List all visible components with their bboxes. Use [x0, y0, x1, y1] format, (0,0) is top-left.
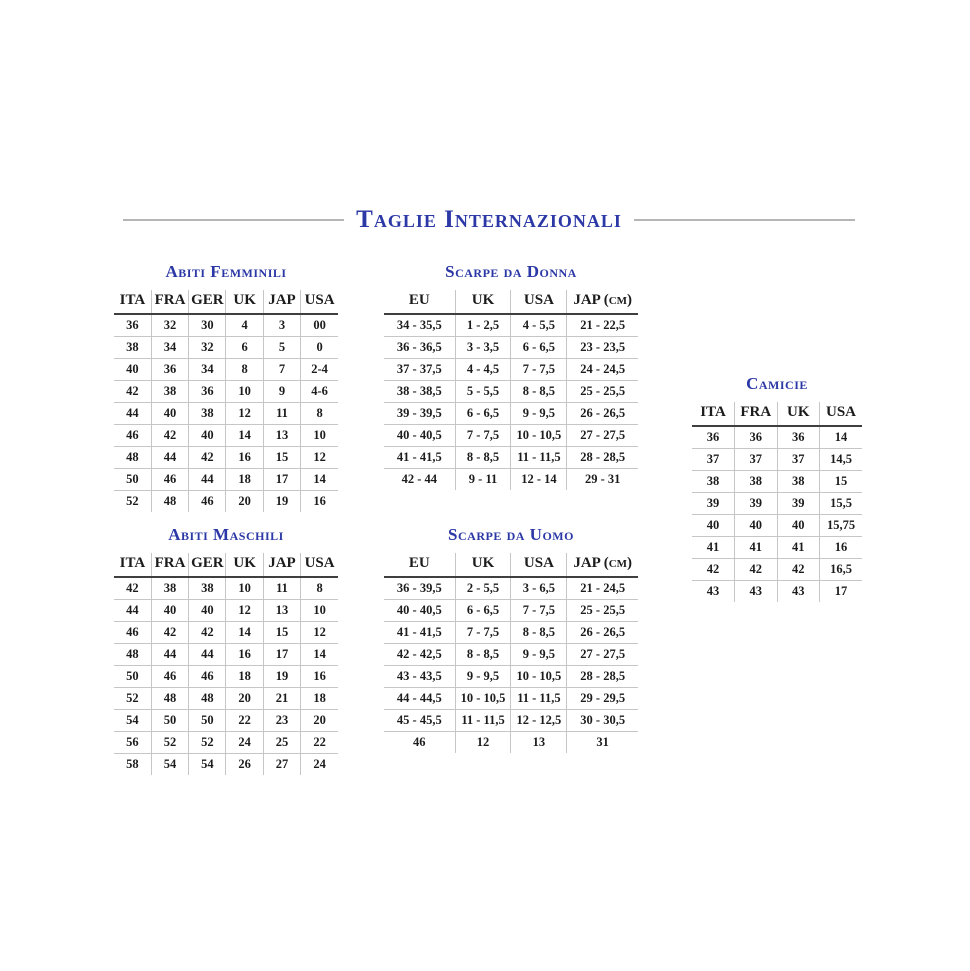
table-row [692, 493, 862, 515]
size-cell: 30 [189, 314, 226, 337]
size-cell: 48 [151, 491, 188, 513]
size-cell: 46 [384, 732, 455, 754]
size-cell: 44 [189, 644, 226, 666]
size-cell: 45 - 45,5 [384, 710, 455, 732]
size-cell: 6 - 6,5 [455, 403, 511, 425]
size-cell: 42 [151, 622, 188, 644]
size-cell: 11 - 11,5 [455, 710, 511, 732]
table-row [384, 732, 638, 754]
size-cell: 38 [151, 381, 188, 403]
table-row [114, 577, 338, 600]
size-cell: 22 [301, 732, 338, 754]
size-cell: 36 - 36,5 [384, 337, 455, 359]
size-cell: 15 [263, 447, 300, 469]
size-cell: 6 [226, 337, 263, 359]
size-cell: 36 [114, 314, 151, 337]
size-cell: 42 [114, 577, 151, 600]
size-cell: 17 [263, 469, 300, 491]
size-cell: 42 [114, 381, 151, 403]
size-cell: 9 - 9,5 [455, 666, 511, 688]
size-cell: 50 [151, 710, 188, 732]
size-cell: 12 [455, 732, 511, 754]
size-cell: 40 - 40,5 [384, 425, 455, 447]
table-row [384, 666, 638, 688]
size-cell: 16 [820, 537, 863, 559]
size-cell: 18 [226, 469, 263, 491]
size-cell: 16,5 [820, 559, 863, 581]
table-row [384, 403, 638, 425]
size-cell: 25 [263, 732, 300, 754]
size-cell: 52 [114, 491, 151, 513]
size-cell: 23 [263, 710, 300, 732]
size-cell: 00 [301, 314, 338, 337]
column-header: ITA [114, 553, 151, 577]
size-cell: 23 - 23,5 [567, 337, 638, 359]
size-cell: 12 [226, 403, 263, 425]
size-cell: 29 - 29,5 [567, 688, 638, 710]
size-cell: 42 [189, 622, 226, 644]
size-cell: 8 [301, 577, 338, 600]
size-cell: 17 [263, 644, 300, 666]
size-cell: 8 - 8,5 [455, 447, 511, 469]
size-cell: 17 [834, 584, 848, 598]
size-cell: 42 - 44 [384, 469, 455, 491]
column-header: UK [455, 553, 511, 577]
section-title: Camicie [746, 374, 808, 393]
size-cell: 7 [263, 359, 300, 381]
size-cell: 48 [151, 688, 188, 710]
size-cell: 8 [226, 359, 263, 381]
men-clothing-size-table [114, 553, 338, 775]
column-header: FRA [735, 402, 778, 426]
size-cell: 26 [226, 754, 263, 776]
size-cell: 48 [189, 688, 226, 710]
size-cell: 40 [189, 600, 226, 622]
size-cell: 14 [301, 469, 338, 491]
size-cell: 56 [114, 732, 151, 754]
size-cell: 39 [692, 493, 735, 515]
size-cell: 44 [114, 600, 151, 622]
size-cell: 39 [735, 493, 778, 515]
table-row [384, 688, 638, 710]
size-cell: 46 [189, 491, 226, 513]
size-cell: 2-4 [301, 359, 338, 381]
size-cell: 44 [189, 469, 226, 491]
size-cell: 7 - 7,5 [511, 600, 567, 622]
section-title: Scarpe da Uomo [448, 525, 574, 544]
size-cell: 21 - 22,5 [567, 314, 638, 337]
size-cell: 14 [820, 426, 863, 449]
size-cell: 7 - 7,5 [455, 622, 511, 644]
table-row [692, 449, 862, 471]
header-row [384, 290, 638, 314]
size-cell: 25 - 25,5 [567, 381, 638, 403]
size-cell: 36 [777, 426, 820, 449]
size-cell: 27 - 27,5 [567, 644, 638, 666]
size-cell: 46 [151, 469, 188, 491]
size-cell: 4 - 4,5 [455, 359, 511, 381]
size-cell: 38 [189, 403, 226, 425]
column-header: ITA [692, 402, 735, 426]
size-cell: 41 [777, 537, 820, 559]
size-cell: 20 [226, 688, 263, 710]
size-cell: 24 [226, 732, 263, 754]
section-camicie [692, 374, 862, 602]
size-cell: 38 [777, 471, 820, 493]
size-cell: 14 [226, 425, 263, 447]
size-cell: 42 - 42,5 [384, 644, 455, 666]
table-row [114, 403, 338, 425]
size-cell: 58 [114, 754, 151, 776]
size-cell: 36 [692, 426, 735, 449]
men-shoes-size-table [384, 553, 638, 753]
women-shoes-size-table [384, 290, 638, 490]
column-header: FRA [151, 553, 188, 577]
size-cell: 36 [735, 426, 778, 449]
table-row [114, 666, 338, 688]
size-cell: 19 [263, 666, 300, 688]
size-cell: 8 [301, 403, 338, 425]
header-row [384, 553, 638, 577]
size-cell: 43 [777, 581, 820, 603]
size-cell: 16 [301, 666, 338, 688]
size-cell: 0 [301, 337, 338, 359]
table-row [114, 381, 338, 403]
size-cell: 26 - 26,5 [567, 403, 638, 425]
column-header: ITA [114, 290, 151, 314]
size-cell: 31 [596, 735, 609, 749]
size-cell: 46 [114, 622, 151, 644]
size-cell: 40 [114, 359, 151, 381]
size-cell: 40 [151, 600, 188, 622]
column-header: EU [384, 553, 455, 577]
size-cell: 52 [114, 688, 151, 710]
size-cell: 38 [735, 471, 778, 493]
size-cell: 1 - 2,5 [455, 314, 511, 337]
size-cell: 34 - 35,5 [384, 314, 455, 337]
column-header: JAP (cm) [567, 553, 638, 577]
table-row [114, 425, 338, 447]
size-cell: 54 [189, 754, 226, 776]
size-cell: 13 [511, 732, 567, 754]
size-cell: 8 - 8,5 [511, 622, 567, 644]
size-cell: 43 [735, 581, 778, 603]
table-row [692, 559, 862, 581]
column-header: UK [777, 402, 820, 426]
size-cell: 15,75 [820, 515, 863, 537]
size-cell: 54 [114, 710, 151, 732]
size-cell: 38 - 38,5 [384, 381, 455, 403]
table-row [384, 425, 638, 447]
size-cell: 16 [313, 494, 326, 508]
size-cell: 32 [151, 314, 188, 337]
size-cell: 16 [226, 644, 263, 666]
size-cell: 44 - 44,5 [384, 688, 455, 710]
table-row [114, 710, 338, 732]
size-cell: 28 - 28,5 [567, 666, 638, 688]
divider-line-right [634, 219, 855, 221]
size-cell: 40 - 40,5 [384, 600, 455, 622]
divider-line-left [123, 219, 344, 221]
column-header: JAP [263, 553, 300, 577]
size-cell: 28 - 28,5 [567, 447, 638, 469]
column-header: UK [226, 553, 263, 577]
size-cell: 24 - 24,5 [567, 359, 638, 381]
table-row [114, 732, 338, 754]
size-cell: 34 [151, 337, 188, 359]
size-cell: 36 - 39,5 [384, 577, 455, 600]
size-cell: 36 [189, 381, 226, 403]
size-cell: 4 - 5,5 [511, 314, 567, 337]
size-cell: 40 [692, 515, 735, 537]
size-cell: 20 [226, 491, 263, 513]
table-row [114, 469, 338, 491]
table-row [114, 447, 338, 469]
size-cell: 3 [263, 314, 300, 337]
size-cell: 37 [692, 449, 735, 471]
size-cell: 14,5 [820, 449, 863, 471]
size-cell: 50 [114, 666, 151, 688]
table-row [384, 337, 638, 359]
size-cell: 22 [226, 710, 263, 732]
column-header: USA [511, 553, 567, 577]
column-header: EU [384, 290, 455, 314]
table-row [384, 314, 638, 337]
table-row [692, 515, 862, 537]
size-cell: 15 [263, 622, 300, 644]
section-title: Abiti Maschili [168, 525, 284, 544]
table-row [384, 359, 638, 381]
size-cell: 12 [226, 600, 263, 622]
size-cell: 52 [151, 732, 188, 754]
size-cell: 40 [735, 515, 778, 537]
size-cell: 18 [301, 688, 338, 710]
size-cell: 36 [151, 359, 188, 381]
size-cell: 4-6 [301, 381, 338, 403]
size-cell: 34 [189, 359, 226, 381]
size-cell: 4 [226, 314, 263, 337]
size-cell: 8 - 8,5 [511, 381, 567, 403]
size-cell: 9 - 9,5 [511, 644, 567, 666]
table-row [384, 577, 638, 600]
size-cell: 11 [263, 577, 300, 600]
page-title: Taglie Internazionali [356, 206, 622, 233]
size-cell: 37 [777, 449, 820, 471]
size-cell: 13 [263, 600, 300, 622]
size-cell: 6 - 6,5 [511, 337, 567, 359]
column-header: USA [511, 290, 567, 314]
size-cell: 21 [263, 688, 300, 710]
table-row [384, 469, 638, 491]
size-cell: 12 [301, 447, 338, 469]
column-header: GER [189, 553, 226, 577]
table-row [114, 600, 338, 622]
section-scarpe-da-donna [384, 262, 638, 490]
size-cell: 38 [114, 337, 151, 359]
size-cell: 11 [263, 403, 300, 425]
header-row [114, 290, 338, 314]
table-row [384, 710, 638, 732]
size-cell: 38 [189, 577, 226, 600]
size-cell: 48 [114, 447, 151, 469]
size-cell: 41 [692, 537, 735, 559]
size-cell: 40 [777, 515, 820, 537]
size-cell: 39 [777, 493, 820, 515]
table-row [114, 754, 338, 776]
size-cell: 10 [226, 577, 263, 600]
size-cell: 11 - 11,5 [511, 447, 567, 469]
table-row [114, 359, 338, 381]
table-row [384, 622, 638, 644]
size-cell: 37 [735, 449, 778, 471]
size-cell: 7 - 7,5 [511, 359, 567, 381]
size-cell: 18 [226, 666, 263, 688]
table-row [384, 447, 638, 469]
header-row [114, 553, 338, 577]
column-header: USA [301, 553, 338, 577]
size-cell: 12 - 14 [511, 469, 567, 491]
size-cell: 2 - 5,5 [455, 577, 511, 600]
table-row [384, 381, 638, 403]
size-cell: 5 [263, 337, 300, 359]
size-cell: 14 [301, 644, 338, 666]
size-cell: 12 [301, 622, 338, 644]
size-cell: 46 [151, 666, 188, 688]
size-cell: 38 [692, 471, 735, 493]
section-title: Scarpe da Donna [445, 262, 577, 281]
column-header: USA [820, 402, 863, 426]
table-row [384, 644, 638, 666]
size-cell: 41 - 41,5 [384, 622, 455, 644]
size-cell: 27 - 27,5 [567, 425, 638, 447]
column-header: UK [455, 290, 511, 314]
size-cell: 9 - 11 [455, 469, 511, 491]
size-cell: 37 - 37,5 [384, 359, 455, 381]
size-cell: 12 - 12,5 [511, 710, 567, 732]
table-row [114, 622, 338, 644]
section-title: Abiti Femminili [165, 262, 287, 281]
title-band [123, 206, 855, 234]
size-cell: 41 - 41,5 [384, 447, 455, 469]
size-cell: 20 [301, 710, 338, 732]
size-cell: 40 [189, 425, 226, 447]
size-cell: 44 [151, 447, 188, 469]
size-cell: 24 [313, 757, 326, 771]
size-cell: 8 - 8,5 [455, 644, 511, 666]
table-row [692, 537, 862, 559]
size-cell: 15,5 [820, 493, 863, 515]
size-cell: 44 [151, 644, 188, 666]
column-header: USA [301, 290, 338, 314]
column-header: GER [189, 290, 226, 314]
size-cell: 11 - 11,5 [511, 688, 567, 710]
table-row [384, 600, 638, 622]
table-row [114, 688, 338, 710]
women-clothing-size-table [114, 290, 338, 512]
size-cell: 38 [151, 577, 188, 600]
size-cell: 42 [735, 559, 778, 581]
table-row [692, 581, 862, 603]
size-cell: 3 - 6,5 [511, 577, 567, 600]
size-cell: 50 [189, 710, 226, 732]
size-cell: 42 [692, 559, 735, 581]
table-row [114, 314, 338, 337]
size-cell: 39 - 39,5 [384, 403, 455, 425]
column-header: JAP (cm) [567, 290, 638, 314]
size-cell: 19 [263, 491, 300, 513]
size-cell: 21 - 24,5 [567, 577, 638, 600]
size-cell: 50 [114, 469, 151, 491]
size-cell: 30 - 30,5 [567, 710, 638, 732]
size-cell: 44 [114, 403, 151, 425]
column-header: UK [226, 290, 263, 314]
column-header: FRA [151, 290, 188, 314]
table-row [114, 644, 338, 666]
size-cell: 43 [692, 581, 735, 603]
section-scarpe-da-uomo [384, 525, 638, 753]
size-cell: 7 - 7,5 [455, 425, 511, 447]
column-header: JAP [263, 290, 300, 314]
header-row [692, 402, 862, 426]
size-cell: 42 [151, 425, 188, 447]
size-cell: 32 [189, 337, 226, 359]
size-cell: 14 [226, 622, 263, 644]
size-cell: 48 [114, 644, 151, 666]
size-cell: 16 [226, 447, 263, 469]
shirts-size-table [692, 402, 862, 602]
size-cell: 10 - 10,5 [455, 688, 511, 710]
size-cell: 41 [735, 537, 778, 559]
size-cell: 29 - 31 [584, 472, 621, 486]
size-cell: 13 [263, 425, 300, 447]
size-cell: 43 - 43,5 [384, 666, 455, 688]
section-abiti-maschili [114, 525, 338, 775]
size-cell: 52 [189, 732, 226, 754]
size-cell: 42 [189, 447, 226, 469]
table-row [692, 471, 862, 493]
size-cell: 9 - 9,5 [511, 403, 567, 425]
section-abiti-femminili [114, 262, 338, 512]
size-cell: 26 - 26,5 [567, 622, 638, 644]
size-cell: 27 [263, 754, 300, 776]
size-cell: 54 [151, 754, 188, 776]
table-row [114, 491, 338, 513]
size-cell: 40 [151, 403, 188, 425]
size-cell: 10 - 10,5 [511, 666, 567, 688]
size-cell: 6 - 6,5 [455, 600, 511, 622]
table-row [692, 426, 862, 449]
size-cell: 46 [189, 666, 226, 688]
size-cell: 3 - 3,5 [455, 337, 511, 359]
size-cell: 5 - 5,5 [455, 381, 511, 403]
size-cell: 42 [777, 559, 820, 581]
size-cell: 10 [301, 600, 338, 622]
size-cell: 10 [301, 425, 338, 447]
size-cell: 15 [820, 471, 863, 493]
size-cell: 10 - 10,5 [511, 425, 567, 447]
size-cell: 9 [263, 381, 300, 403]
table-row [114, 337, 338, 359]
size-cell: 25 - 25,5 [567, 600, 638, 622]
size-cell: 10 [226, 381, 263, 403]
size-cell: 46 [114, 425, 151, 447]
